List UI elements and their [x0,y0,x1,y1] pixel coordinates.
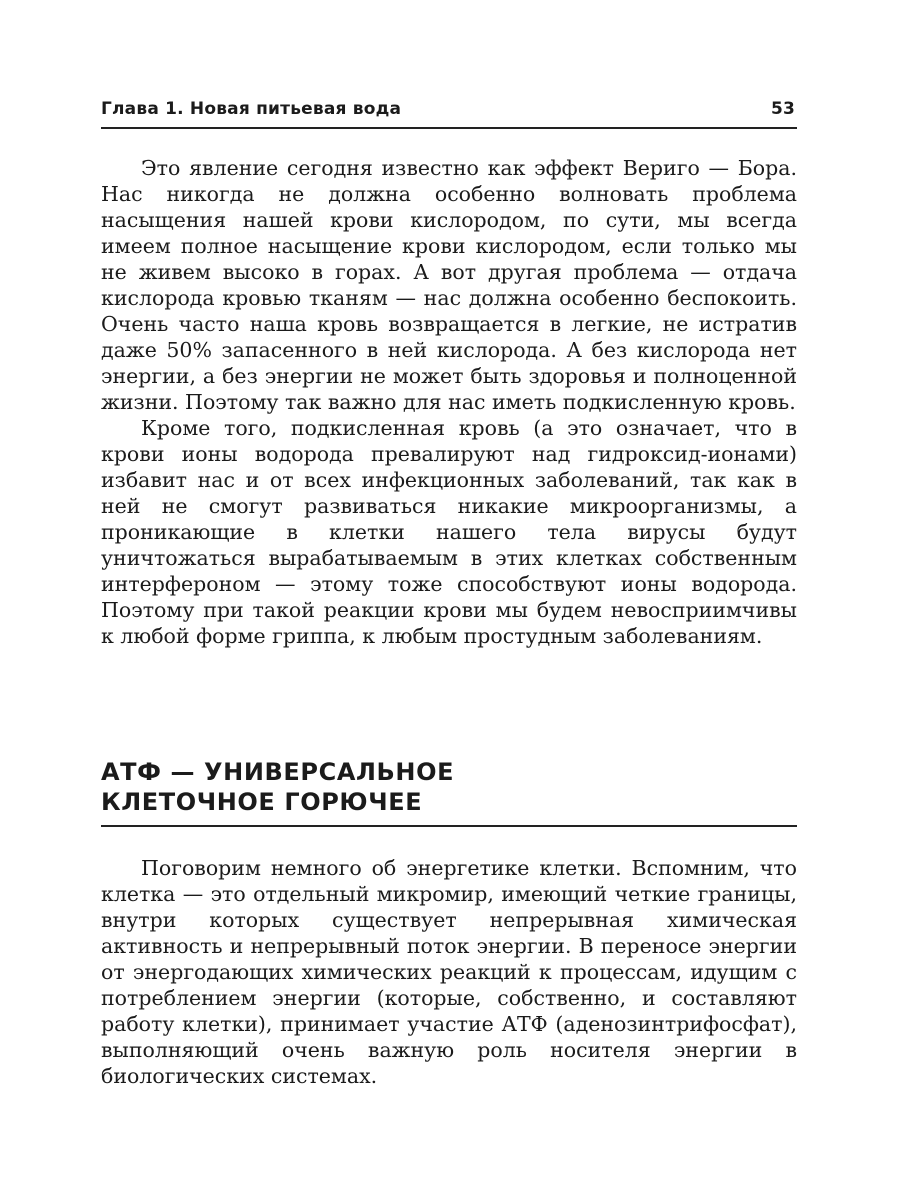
text-block-2 [101,855,797,1089]
text-block-1 [101,155,797,649]
paragraph: Это явление сегодня известно как эффект Вериго — Бора. Нас никогда не должна особенно волновать проблема насыщения нашей крови кислородом, по сути, мы всегда имеем полное насыщение крови кислородом, если только мы не живем высоко в горах. А вот другая проблема — отдача кислорода кровью тканям — нас должна особенно беспокоить. Очень часто наша кровь возвращается в легкие, не истратив даже 50% запасенного в ней кислорода. А без кислорода нет энергии, а без энергии не может быть здоровья и полноценной жизни. Поэтому так важно для нас иметь подкисленную кровь. [101,156,797,414]
section-heading [101,757,797,827]
section-heading-line-2: КЛЕТОЧНОЕ ГОРЮЧЕЕ [101,788,423,816]
paragraph: Поговорим немного об энергетике клетки. Вспомним, что клетка — это отдельный микромир, имеющий четкие границы, внутри которых существует непрерывная химическая активность и непрерывный поток энергии. В переносе энергии от энергодающих химических реакций к процессам, идущим с потреблением энергии (которые, собственно, и составляют работу клетки), принимает участие АТФ (аденозинтрифосфат), выполняющий очень важную роль носителя энергии в биологических системах. [101,856,797,1088]
section-heading-line-1: АТФ — УНИВЕРСАЛЬНОЕ [101,758,455,786]
chapter-title: Глава 1. Новая питьевая вода [101,99,402,119]
paragraph: Кроме того, подкисленная кровь (а это означает, что в крови ионы водорода превалируют над гидроксид-ионами) избавит нас и от всех инфекционных заболеваний, так как в ней не смогут развиваться никакие микроорганизмы, а проникающие в клетки нашего тела вирусы будут уничтожаться вырабатываемым в этих клетках собственным интерфероном — этому тоже способствуют ионы водорода. Поэтому при такой реакции крови мы будем невосприимчивы к любой форме гриппа, к любым простудным заболеваниям. [101,416,797,648]
running-header [101,97,797,129]
page-number: 53 [770,99,795,119]
